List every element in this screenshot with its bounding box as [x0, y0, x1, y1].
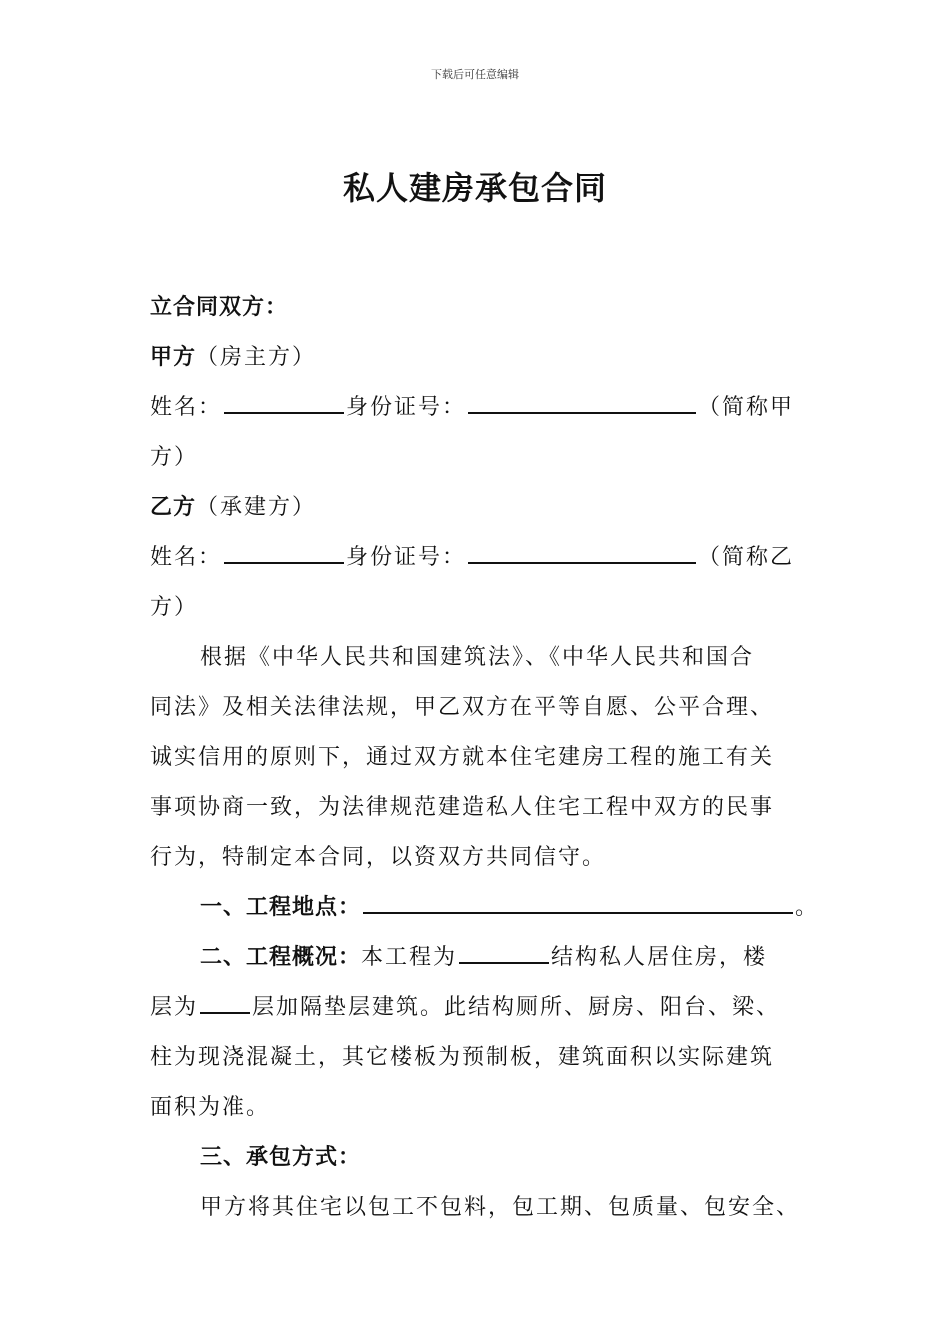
party-a-name-blank [224, 386, 344, 414]
section-2-text-d: 层加隔垫层建筑。此结构厕所、厨房、阳台、梁、 [252, 995, 781, 1020]
party-a-id-label: 身份证号： [346, 395, 467, 420]
document-title: 私人建房承包合同 [342, 169, 607, 207]
party-b-id-label: 身份证号： [346, 545, 467, 570]
party-a-role: （房主方） [196, 345, 317, 370]
party-b-row [150, 483, 830, 533]
party-b-abbr-end: 方） [150, 595, 199, 620]
section-1-end: 。 [795, 895, 820, 920]
floors-blank [200, 986, 250, 1014]
preamble-line-3: 诚实信用的原则下，通过双方就本住宅建房工程的施工有关 [150, 745, 775, 770]
party-b-abbr: （简称乙 [698, 545, 795, 570]
section-2-line-1 [150, 933, 830, 983]
party-b-id-blank [468, 536, 696, 564]
parties-heading: 立合同双方： [150, 295, 289, 320]
section-3-line-1: 甲方将其住宅以包工不包料，包工期、包质量、包安全、 [200, 1195, 801, 1220]
party-b-label: 乙方 [150, 495, 197, 520]
party-b-name-blank [224, 536, 344, 564]
header-note: 下载后可任意编辑 [431, 68, 519, 81]
party-a-name-label: 姓名： [150, 395, 223, 420]
structure-blank [459, 936, 549, 964]
preamble-line-1: 根据《中华人民共和国建筑法》、《中华人民共和国合 [200, 645, 755, 670]
preamble-line-4: 事项协商一致，为法律规范建造私人住宅工程中双方的民事 [150, 795, 775, 820]
party-a-row [150, 333, 830, 383]
section-2-text-a: 本工程为 [361, 945, 458, 970]
section-2-line-4: 面积为准。 [150, 1095, 271, 1120]
party-a-abbr-end: 方） [150, 445, 199, 470]
preamble-line-2: 同法》及相关法律法规，甲乙双方在平等自愿、公平合理、 [150, 695, 775, 720]
party-b-name-label: 姓名： [150, 545, 223, 570]
location-blank [363, 886, 793, 914]
section-2-line-3: 柱为现浇混凝土，其它楼板为预制板，建筑面积以实际建筑 [150, 1045, 775, 1070]
section-2-text-b: 结构私人居住房，楼 [551, 945, 768, 970]
party-b-fields [150, 533, 830, 583]
section-2-text-c: 层为 [150, 995, 199, 1020]
party-a-abbr: （简称甲 [698, 395, 795, 420]
section-2-line-2 [150, 983, 830, 1033]
section-3-heading: 三、承包方式： [200, 1145, 362, 1170]
party-a-label: 甲方 [150, 345, 197, 370]
preamble-line-5: 行为，特制定本合同，以资双方共同信守。 [150, 845, 607, 870]
party-a-id-blank [468, 386, 696, 414]
section-2-heading: 二、工程概况： [200, 945, 362, 970]
party-a-fields [150, 383, 830, 433]
section-1 [150, 883, 830, 933]
section-1-heading: 一、工程地点： [200, 895, 362, 920]
party-b-role: （承建方） [196, 495, 317, 520]
document-body [150, 283, 830, 1233]
